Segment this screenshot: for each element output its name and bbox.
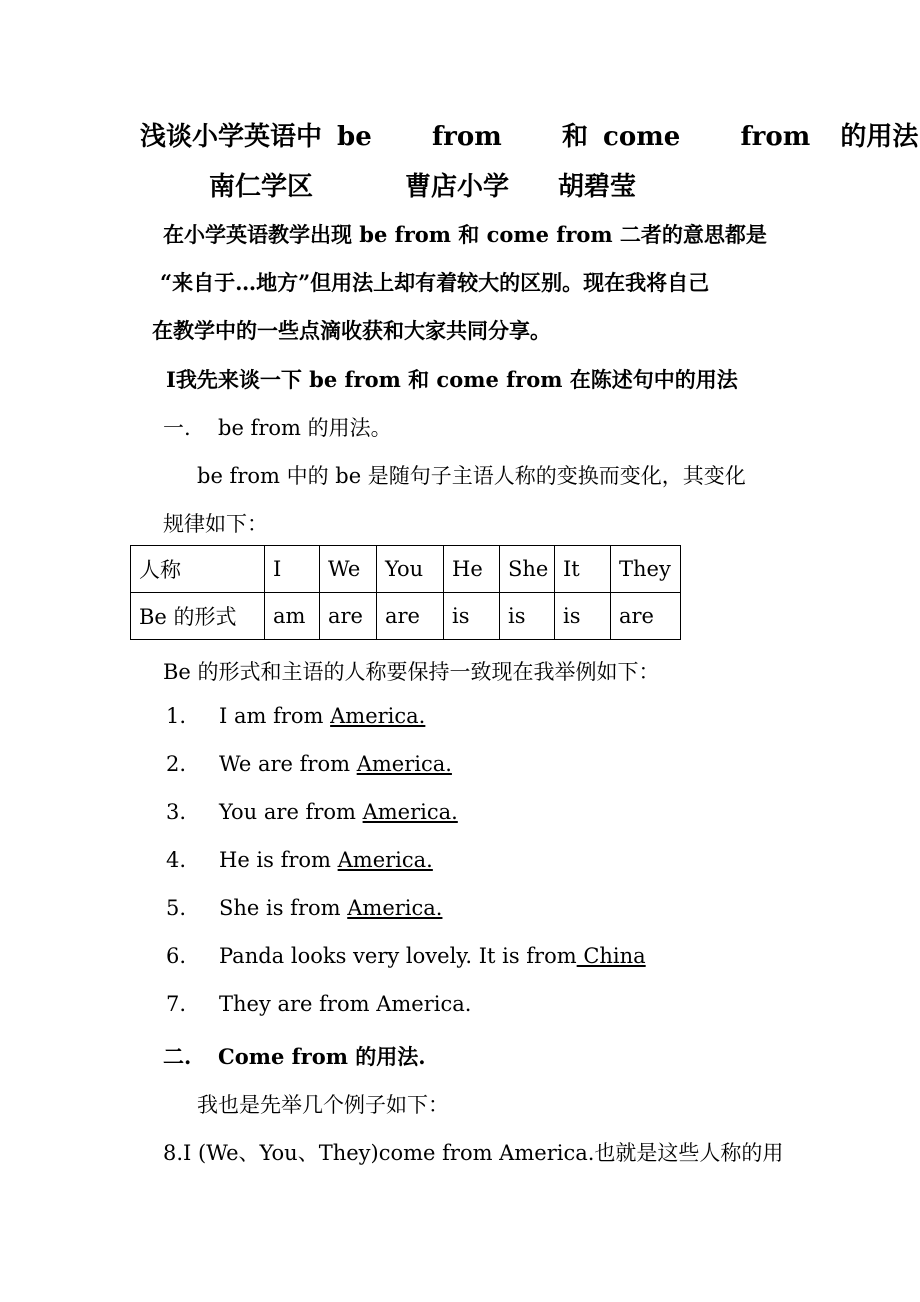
paragraph-line-3: Be 的形式和主语的人称要保持一致现在我举例如下： bbox=[163, 660, 660, 684]
page-title: 浅谈小学英语中 be from 和 come from 的用法 bbox=[140, 122, 919, 152]
paragraph-line-4: 我也是先举几个例子如下： bbox=[197, 1093, 449, 1117]
table-header-row bbox=[131, 546, 681, 593]
paragraph-line-5: 8.I (We、You、They)come from America.也就是这些人称的用 bbox=[163, 1141, 784, 1165]
subsection-label-1: 一. bbox=[163, 416, 191, 440]
underlined-word: China bbox=[576, 944, 646, 968]
paragraph-line-1: be from 中的 be 是随句子主语人称的变换而变化，其变化 bbox=[197, 464, 746, 488]
table-cell: They bbox=[611, 546, 681, 593]
table-cell: are bbox=[611, 593, 681, 640]
underlined-word: America. bbox=[362, 800, 458, 824]
table-cell: I bbox=[265, 546, 320, 593]
author-name: 胡碧莹 bbox=[558, 172, 637, 202]
table-cell: is bbox=[444, 593, 500, 640]
table-cell: is bbox=[500, 593, 555, 640]
intro-line-1: 在小学英语教学出现 be from 和 come from 二者的意思都是 bbox=[163, 222, 767, 247]
table-cell: am bbox=[265, 593, 320, 640]
underlined-word: America. bbox=[337, 848, 433, 872]
be-forms-table bbox=[130, 545, 681, 640]
underlined-word: America. bbox=[356, 752, 452, 776]
section-heading-1: Ⅰ我先来谈一下 be from 和 come from 在陈述句中的用法 bbox=[166, 367, 738, 392]
underlined-word: America. bbox=[347, 896, 443, 920]
subsection-title-1: be from 的用法。 bbox=[218, 416, 392, 440]
table-row bbox=[131, 593, 681, 640]
table-cell: are bbox=[377, 593, 444, 640]
author-district: 南仁学区 bbox=[209, 172, 314, 202]
table-cell: We bbox=[320, 546, 377, 593]
table-cell: Be 的形式 bbox=[131, 593, 265, 640]
intro-line-2: “来自于…地方”但用法上却有着较大的区别。现在我将自己 bbox=[160, 270, 710, 295]
table-cell: It bbox=[555, 546, 611, 593]
subsection-label-2: 二. bbox=[163, 1044, 192, 1069]
table-cell: 人称 bbox=[131, 546, 265, 593]
table-cell: You bbox=[377, 546, 444, 593]
paragraph-line-2: 规律如下： bbox=[163, 512, 268, 536]
table-cell: is bbox=[555, 593, 611, 640]
table-cell: She bbox=[500, 546, 555, 593]
intro-line-3: 在教学中的一些点滴收获和大家共同分享。 bbox=[152, 318, 551, 343]
table-cell: are bbox=[320, 593, 377, 640]
table-cell: He bbox=[444, 546, 500, 593]
subsection-title-2: Come from 的用法. bbox=[218, 1044, 426, 1069]
author-school: 曹店小学 bbox=[405, 172, 510, 202]
underlined-word: America. bbox=[330, 704, 426, 728]
